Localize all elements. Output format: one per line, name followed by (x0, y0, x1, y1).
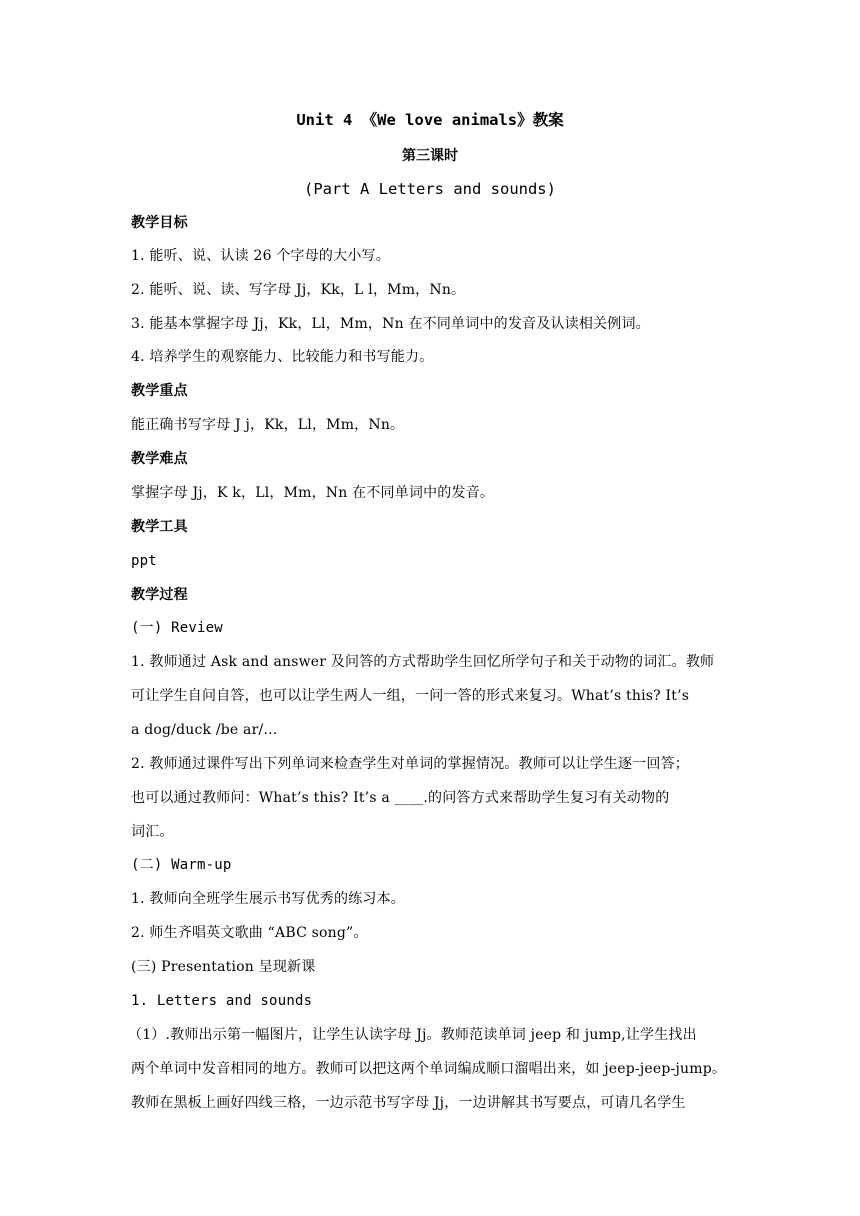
presentation-line: （1）.教师出示第一幅图片，让学生认读字母 Jj。教师范读单词 jeep 和 jump,让学生找出 (128, 1027, 697, 1043)
part-subtitle: (Part A Letters and sounds) (304, 180, 556, 198)
review-line: 也可以通过教师问：What’s this? It’s a ____.的问答方式来帮助学生复习有关动物的 (131, 790, 670, 806)
review-line: 1. 教师通过 Ask and answer 及问答的方式帮助学生回忆所学句子和关于动物的词汇。教师 (131, 654, 715, 670)
objective-item: 3. 能基本掌握字母 Jj，Kk，Ll，Mm，Nn 在不同单词中的发音及认读相关例词。 (131, 316, 650, 332)
presentation-heading: (三) Presentation 呈现新课 (131, 959, 316, 975)
warmup-heading: (二) Warm-up (131, 857, 232, 873)
review-heading: (一) Review (131, 620, 223, 636)
presentation-line: 教师在黑板上画好四线三格，一边示范书写字母 Jj，一边讲解其书写要点，可请几名学生 (131, 1095, 686, 1111)
difficulties-text: 掌握字母 Jj，K k，Ll，Mm，Nn 在不同单词中的发音。 (131, 485, 495, 501)
review-line: 可让学生自问自答，也可以让学生两人一组，一问一答的形式来复习。What’s this? It’s (131, 688, 690, 704)
objective-item: 1. 能听、说、认读 26 个字母的大小写。 (131, 248, 390, 264)
tools-text: ppt (131, 553, 157, 569)
presentation-line: 1. Letters and sounds (131, 993, 313, 1009)
warmup-line: 2. 师生齐唱英文歌曲 “ABC song”。 (131, 925, 368, 941)
document-title: Unit 4 《We love animals》教案 (296, 111, 564, 129)
presentation-line: 两个单词中发音相同的地方。教师可以把这两个单词编成顺口溜唱出来，如 jeep-jeep-jump。 (131, 1061, 727, 1077)
review-line: 2. 教师通过课件写出下列单词来检查学生对单词的掌握情况。教师可以让学生逐一回答； (131, 756, 690, 772)
review-line: 词汇。 (131, 824, 174, 840)
difficulties-heading: 教学难点 (131, 451, 188, 467)
review-line: a dog/duck /be ar/… (131, 722, 278, 738)
lesson-subtitle: 第三课时 (402, 148, 458, 164)
process-heading: 教学过程 (131, 587, 188, 603)
key-points-text: 能正确书写字母 J j，Kk，Ll，Mm，Nn。 (131, 417, 405, 433)
key-points-heading: 教学重点 (131, 383, 188, 399)
warmup-line: 1. 教师向全班学生展示书写优秀的练习本。 (131, 891, 406, 907)
objectives-heading: 教学目标 (131, 215, 188, 231)
objective-item: 4. 培养学生的观察能力、比较能力和书写能力。 (131, 349, 434, 365)
objective-item: 2. 能听、说、读、写字母 Jj，Kk，L l，Mm，Nn。 (131, 282, 466, 298)
tools-heading: 教学工具 (131, 519, 188, 535)
